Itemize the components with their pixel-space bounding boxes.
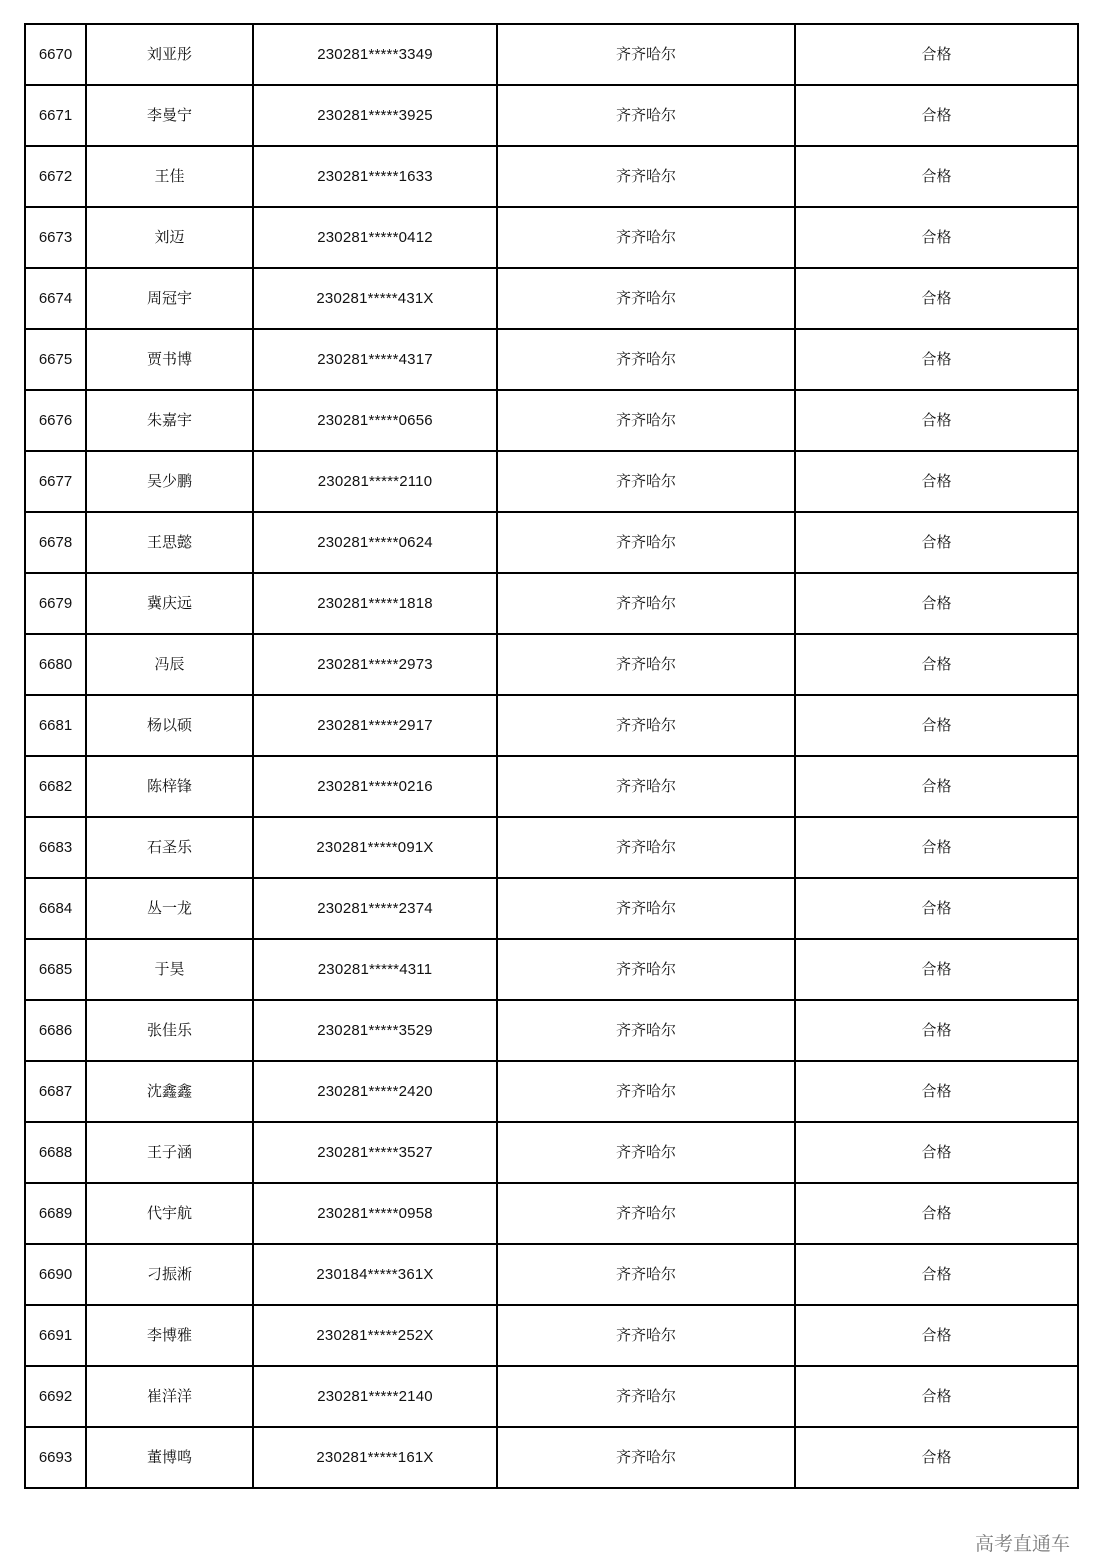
city: 齐齐哈尔 — [497, 695, 795, 756]
candidate-name: 崔洋洋 — [86, 1366, 253, 1427]
row-number: 6691 — [25, 1305, 86, 1366]
row-number: 6680 — [25, 634, 86, 695]
city: 齐齐哈尔 — [497, 817, 795, 878]
city: 齐齐哈尔 — [497, 1061, 795, 1122]
city: 齐齐哈尔 — [497, 1244, 795, 1305]
candidate-name: 刁振淅 — [86, 1244, 253, 1305]
id-number: 230281*****0958 — [253, 1183, 497, 1244]
result-status: 合格 — [795, 329, 1078, 390]
candidate-name: 董博鸣 — [86, 1427, 253, 1488]
table-row — [25, 573, 1078, 634]
table-row — [25, 756, 1078, 817]
candidate-name: 张佳乐 — [86, 1000, 253, 1061]
id-number: 230281*****2110 — [253, 451, 497, 512]
city: 齐齐哈尔 — [497, 1366, 795, 1427]
id-number: 230281*****0216 — [253, 756, 497, 817]
candidate-name: 石圣乐 — [86, 817, 253, 878]
table-row — [25, 695, 1078, 756]
roster-body — [25, 24, 1078, 1488]
row-number: 6673 — [25, 207, 86, 268]
result-status: 合格 — [795, 1427, 1078, 1488]
candidate-name: 代宇航 — [86, 1183, 253, 1244]
city: 齐齐哈尔 — [497, 634, 795, 695]
id-number: 230281*****091X — [253, 817, 497, 878]
city: 齐齐哈尔 — [497, 1305, 795, 1366]
id-number: 230281*****0656 — [253, 390, 497, 451]
roster-sheet — [24, 23, 1077, 1489]
table-row — [25, 451, 1078, 512]
candidate-name: 贾书博 — [86, 329, 253, 390]
table-row — [25, 634, 1078, 695]
id-number: 230281*****161X — [253, 1427, 497, 1488]
result-status: 合格 — [795, 85, 1078, 146]
row-number: 6683 — [25, 817, 86, 878]
id-number: 230281*****1633 — [253, 146, 497, 207]
id-number: 230281*****1818 — [253, 573, 497, 634]
city: 齐齐哈尔 — [497, 939, 795, 1000]
table-row — [25, 817, 1078, 878]
result-status: 合格 — [795, 24, 1078, 85]
row-number: 6686 — [25, 1000, 86, 1061]
roster-table — [24, 23, 1079, 1489]
table-row — [25, 329, 1078, 390]
row-number: 6688 — [25, 1122, 86, 1183]
id-number: 230281*****3529 — [253, 1000, 497, 1061]
result-status: 合格 — [795, 1000, 1078, 1061]
row-number: 6672 — [25, 146, 86, 207]
result-status: 合格 — [795, 634, 1078, 695]
table-row — [25, 1427, 1078, 1488]
row-number: 6681 — [25, 695, 86, 756]
row-number: 6682 — [25, 756, 86, 817]
result-status: 合格 — [795, 756, 1078, 817]
candidate-name: 朱嘉宇 — [86, 390, 253, 451]
row-number: 6687 — [25, 1061, 86, 1122]
table-row — [25, 1244, 1078, 1305]
candidate-name: 陈梓锋 — [86, 756, 253, 817]
table-row — [25, 1305, 1078, 1366]
city: 齐齐哈尔 — [497, 573, 795, 634]
city: 齐齐哈尔 — [497, 1000, 795, 1061]
result-status: 合格 — [795, 146, 1078, 207]
id-number: 230281*****2140 — [253, 1366, 497, 1427]
row-number: 6690 — [25, 1244, 86, 1305]
city: 齐齐哈尔 — [497, 756, 795, 817]
row-number: 6678 — [25, 512, 86, 573]
table-row — [25, 1183, 1078, 1244]
table-row — [25, 390, 1078, 451]
row-number: 6675 — [25, 329, 86, 390]
result-status: 合格 — [795, 512, 1078, 573]
result-status: 合格 — [795, 1366, 1078, 1427]
id-number: 230281*****431X — [253, 268, 497, 329]
table-row — [25, 878, 1078, 939]
candidate-name: 于昊 — [86, 939, 253, 1000]
row-number: 6674 — [25, 268, 86, 329]
row-number: 6679 — [25, 573, 86, 634]
table-row — [25, 24, 1078, 85]
result-status: 合格 — [795, 390, 1078, 451]
result-status: 合格 — [795, 207, 1078, 268]
city: 齐齐哈尔 — [497, 1122, 795, 1183]
candidate-name: 冀庆远 — [86, 573, 253, 634]
candidate-name: 刘亚彤 — [86, 24, 253, 85]
city: 齐齐哈尔 — [497, 451, 795, 512]
city: 齐齐哈尔 — [497, 146, 795, 207]
table-row — [25, 512, 1078, 573]
result-status: 合格 — [795, 573, 1078, 634]
result-status: 合格 — [795, 817, 1078, 878]
candidate-name: 王佳 — [86, 146, 253, 207]
result-status: 合格 — [795, 268, 1078, 329]
id-number: 230281*****3925 — [253, 85, 497, 146]
table-row — [25, 1061, 1078, 1122]
result-status: 合格 — [795, 1122, 1078, 1183]
id-number: 230281*****2374 — [253, 878, 497, 939]
row-number: 6670 — [25, 24, 86, 85]
candidate-name: 李曼宁 — [86, 85, 253, 146]
result-status: 合格 — [795, 451, 1078, 512]
row-number: 6677 — [25, 451, 86, 512]
candidate-name: 李博雅 — [86, 1305, 253, 1366]
city: 齐齐哈尔 — [497, 85, 795, 146]
candidate-name: 丛一龙 — [86, 878, 253, 939]
id-number: 230281*****3527 — [253, 1122, 497, 1183]
table-row — [25, 1122, 1078, 1183]
candidate-name: 王思懿 — [86, 512, 253, 573]
result-status: 合格 — [795, 939, 1078, 1000]
id-number: 230281*****4311 — [253, 939, 497, 1000]
city: 齐齐哈尔 — [497, 329, 795, 390]
candidate-name: 杨以硕 — [86, 695, 253, 756]
table-row — [25, 207, 1078, 268]
id-number: 230281*****0624 — [253, 512, 497, 573]
table-row — [25, 268, 1078, 329]
result-status: 合格 — [795, 1183, 1078, 1244]
candidate-name: 沈鑫鑫 — [86, 1061, 253, 1122]
row-number: 6689 — [25, 1183, 86, 1244]
result-status: 合格 — [795, 1061, 1078, 1122]
result-status: 合格 — [795, 1244, 1078, 1305]
id-number: 230281*****0412 — [253, 207, 497, 268]
id-number: 230184*****361X — [253, 1244, 497, 1305]
city: 齐齐哈尔 — [497, 1183, 795, 1244]
watermark-text: 高考直通车 — [974, 1533, 1070, 1555]
row-number: 6684 — [25, 878, 86, 939]
id-number: 230281*****2973 — [253, 634, 497, 695]
id-number: 230281*****4317 — [253, 329, 497, 390]
id-number: 230281*****252X — [253, 1305, 497, 1366]
table-row — [25, 1366, 1078, 1427]
city: 齐齐哈尔 — [497, 878, 795, 939]
row-number: 6685 — [25, 939, 86, 1000]
table-row — [25, 1000, 1078, 1061]
city: 齐齐哈尔 — [497, 390, 795, 451]
candidate-name: 王子涵 — [86, 1122, 253, 1183]
row-number: 6671 — [25, 85, 86, 146]
city: 齐齐哈尔 — [497, 207, 795, 268]
candidate-name: 吴少鹏 — [86, 451, 253, 512]
candidate-name: 周冠宇 — [86, 268, 253, 329]
result-status: 合格 — [795, 878, 1078, 939]
id-number: 230281*****2917 — [253, 695, 497, 756]
result-status: 合格 — [795, 1305, 1078, 1366]
row-number: 6692 — [25, 1366, 86, 1427]
row-number: 6693 — [25, 1427, 86, 1488]
result-status: 合格 — [795, 695, 1078, 756]
candidate-name: 刘迈 — [86, 207, 253, 268]
row-number: 6676 — [25, 390, 86, 451]
city: 齐齐哈尔 — [497, 24, 795, 85]
table-row — [25, 146, 1078, 207]
id-number: 230281*****2420 — [253, 1061, 497, 1122]
candidate-name: 冯辰 — [86, 634, 253, 695]
table-row — [25, 939, 1078, 1000]
table-row — [25, 85, 1078, 146]
city: 齐齐哈尔 — [497, 1427, 795, 1488]
id-number: 230281*****3349 — [253, 24, 497, 85]
city: 齐齐哈尔 — [497, 268, 795, 329]
city: 齐齐哈尔 — [497, 512, 795, 573]
